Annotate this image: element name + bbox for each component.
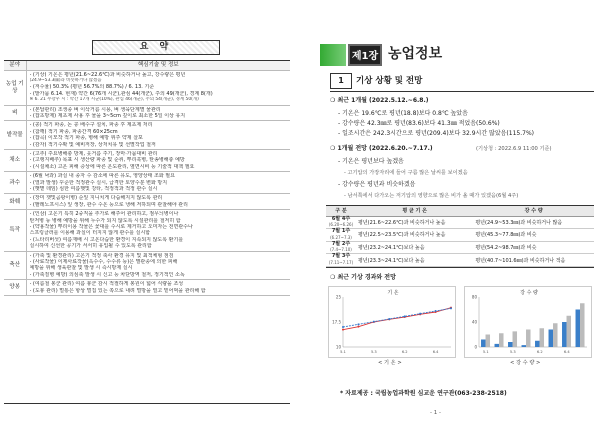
bar [481,340,486,348]
x-tick-label: 5.3 [370,350,377,354]
summary-content [26,105,290,121]
forecast-row [326,254,594,267]
bar [576,310,581,348]
summary-line: - (시설채소) 고온 피해 증상에 따른 온도관리, 옆면시비 등 기술적 대책 필요 [29,163,195,170]
data-point [357,326,359,328]
summary-category: 과수 [4,172,26,194]
summary-category: 채소 [4,149,26,171]
summary-line: - (잡초방제) 제초제 사용 후 물을 3~5cm 깊이로 최소한 5일 이상 유지 [29,112,186,119]
bar [508,342,513,347]
summary-line: ※ 6. 21 무강우 시 : 약간 17개 시군(10%), 관심 46(개군), 주의 54(개군), 경계 50(개) [29,97,199,103]
summary-line: - (참깨) 적기 파종, 파종간격 60×25cm [29,128,118,135]
forecast-period-dates: (6.27~7.3) [330,234,352,240]
outlook-sub2: - 남서쪽에서 다가오는 저기압의 영향으로 많은 비가 올 때가 있겠음(6월 4주) [344,193,519,199]
section-divider [330,91,594,92]
forecast-period-label: 7월 1주 [331,228,351,235]
data-point [450,307,452,309]
bar [495,344,500,347]
rainfall-chart-caption: < 강 수 량 > [510,360,541,366]
bar [540,328,545,347]
temperature-chart-svg [329,287,457,359]
rainfall-chart [464,286,592,358]
summary-content [26,251,290,280]
summary-content [26,194,290,210]
summary-category: 농업 기상 [4,70,26,105]
chapter-title: 농업정보 [388,46,443,62]
forecast-period-label: 7월 2주 [331,240,351,247]
forecast-rain: 평년(24.9~53.3㎜)과 비슷하거나 많음 [473,216,594,229]
summary-category: 화훼 [4,194,26,210]
summary-line: - (6월 낙과) 과실 내 종자 수 감소에 따른 유도, 영양상태 조화 필요 [29,173,175,180]
outlook-temp-line: - 기온은 평년보다 높겠음 [338,158,404,165]
section-number: 1 [330,73,352,89]
summary-line: - (인삼) 고온기 특히 2중직을 추가로 해주어 관리하고, 점무늬병이나 [29,211,179,218]
page-number: - 1 - [430,410,441,416]
summary-line: - (느타리버섯) 여름재배 시 고온다습한 환경이 지속되지 않도록 환기를 [29,236,184,243]
summary-category: 특작 [4,210,26,251]
y-tick-label: 17.5 [332,319,341,325]
summary-row [4,121,290,150]
x-tick-label: 6.2 [536,350,543,354]
y-tick-label: 40 [471,319,477,325]
data-point [373,321,375,323]
summary-content [26,149,290,171]
summary-line: - (콩) 적기 파종, 논 콩 배수구 설치, 파종 후 제초제 처리 [29,122,153,129]
forecast-rain: 평년(40.7~101.6㎜)과 비슷하거나 적음 [473,254,594,267]
data-point [404,315,406,317]
forecast-period [326,241,356,254]
summary-row [4,149,290,171]
data-point [435,310,437,312]
forecast-period-dates: (6.20~6.26) [328,222,354,228]
bar [499,333,504,347]
summary-title: 요 약 [92,40,220,55]
bar [549,330,554,348]
summary-line: - (햇볕 데임) 심한 여름햇빛 강타, 적정적과 적정 관수 실시 [29,186,158,192]
summary-line: 스프링클러를 이용해 과실이 터지지 않게 관수를 실시함 [29,230,151,237]
forecast-table [326,205,594,268]
rainfall-chart-svg [465,287,593,359]
summary-line: - (잡곡) 이모작 적기 파종, 병해 예방 위주 약제 살포 [29,135,143,142]
bar [580,303,585,347]
summary-line: - (팔레노프시스) 잎 생장, 관수 수온 등으로 냉해 저하되며 관찰해야 관리 [29,201,188,208]
summary-line: - (도봉 관리) 벌통은 항상 벌집 있는 쪽으로 내려 벌방을 열고 밑어먹을 관리해 함 [29,287,206,294]
summary-line: - (가축 및 환경관리) 고온기 적정 축사 환경 유지 및 최적체형 점검 [29,252,174,259]
summary-line: - (가축질병 예방) 의심축 발생 시 신고 등 차단방역 철저, 정기적인 소독 [29,271,185,278]
chart-title: 기 온 [387,290,399,296]
summary-category: 벼 [4,105,26,121]
forecast-header-period: 구 분 [326,206,356,216]
data-source: * 자료제공 : 국립농업과학원 심교운 연구관(063-238-2518) [340,390,507,397]
recent-rain-line: - 강수량은 42.3㎜로 평년(83.6)보다 41.3㎜ 적었음(50.6%) [338,120,500,127]
forecast-row [326,241,594,254]
summary-content [26,210,290,251]
summary-line: - (사료작물) 이제사료작물(옥수수, 수수류 등)은 멸관종에 의한 피해 [29,259,178,266]
summary-line: (24.9~53.3㎜)과 비슷하거나 많겠음 [29,77,102,83]
summary-row [4,251,290,280]
summary-row [4,194,290,210]
summary-content [26,280,290,296]
forecast-header-temp: 평 균 기 온 [356,206,473,216]
chart-title: 강 수 량 [520,290,538,296]
forecast-period-dates: (7.11~7.17) [328,260,354,266]
forecast-row [326,216,594,229]
chapter-number: 제1장 [348,44,382,66]
summary-row [4,210,290,251]
forecast-temp: 평년(23.3~24.1℃)보다 높음 [356,254,473,267]
trend-heading: ❍ 최근 기상 경과와 전망 [330,274,396,281]
recent-temp-line: - 기온은 19.6℃로 평년(18.8)보다 0.8℃ 높았음 [338,110,468,117]
recent-month-heading: ❍ 최근 1개월 (2022.5.12.~6.8.) [330,97,429,104]
bar [553,323,558,347]
summary-line: - (본답관리) 조생종 벼 이삭거름 시용, 벼 생육단계별 물관리 [29,106,161,113]
temperature-chart-caption: < 기 온 > [378,360,402,366]
bar [562,322,567,347]
outlook-rain-line: - 강수량은 평년과 비슷하겠음 [338,181,416,188]
recent-sun-line: - 일조시간은 242.3시간으로 평년(209.4)보다 32.9시간 많았음(115.7%) [338,130,534,137]
summary-category: 축산 [4,251,26,280]
x-tick-label: 6.4 [563,350,570,354]
summary-row [4,280,290,296]
summary-category: 밭작물 [4,121,26,150]
x-tick-label: 6.4 [432,350,439,354]
temperature-chart [328,286,456,358]
forecast-period [326,216,356,229]
summary-line: - (장미 잿빛곰팡이병) 순잎 지니치게 다습해지지 않도록 관리 [29,195,163,202]
x-tick-label: 5.3 [509,350,516,354]
forecast-row [326,229,594,242]
bar [522,345,527,347]
summary-category: 양봉 [4,280,26,296]
data-point [357,323,359,325]
summary-line: 예방을 위해 생육관찰 및 발생 시 즉시방제 실시 [29,265,133,272]
header-category: 분야 [4,61,26,70]
summary-line: - (여름철 봉군 관리) 여름 봉군 감시 적절하게 봉원이 넓어 식량을 조성 [29,281,184,288]
forecast-period-dates: (7.4~7.10) [330,247,352,253]
forecast-period-label: 7월 3주 [331,253,351,260]
y-tick-label: 10 [335,344,341,350]
bar [567,316,572,347]
summary-content [26,172,290,194]
bar [535,341,540,347]
trend-charts [326,286,594,370]
forecast-period-label: 6월 4주 [331,215,351,222]
summary-line: 실시하여 신선한 공기가 서서히 유입될 수 있도록 관리함 [29,243,152,250]
summary-content [26,121,290,150]
data-point [342,329,344,331]
data-point [388,318,390,320]
summary-line: - (밭가뭄 6.14. 현재) 약간 6(76개 시군),관심 44(개군), 주의 49(개군), 경계 8(개) [29,90,213,97]
outlook-sub1: - 고기압의 가장자리에 들어 구름 많은 날씨를 보이겠음 [344,170,468,176]
bar [526,330,531,348]
summary-content [26,70,290,105]
summary-line: - (고랭지배추) 목표 시 생산량 파종 및 순취, 뿌리혹병, 탄송병해충 예방 [29,157,185,164]
header-content: 핵심기술 및 정보 [26,61,290,70]
bar [513,331,518,347]
forecast-temp: 평년(22.5~23.5℃)과 비슷하거나 높음 [356,229,473,242]
summary-table [4,60,290,404]
summary-line: - (저수율) 50.3% (평년 56.7%의 88.7%) / 6. 13. 기준 [29,84,155,91]
y-tick-label: 0 [474,344,477,350]
bar [486,335,491,348]
summary-line: - (열과 발생) 꾸준한 적정관수 실시, 급격한 토양수분 변화 방지 [29,179,168,186]
x-tick-label: 5.1 [482,350,489,354]
forecast-period [326,229,356,242]
outlook-heading: ❍ 1개월 전망 (2022.6.20.~7.17.) [330,145,433,152]
forecast-rain: 평년(54.2~98.7㎜)과 비슷 [473,241,594,254]
outlook-note-date: (기상청 : 2022.6.9 11:00 기준) [476,146,552,152]
summary-row [4,172,290,194]
forecast-period [326,254,356,267]
summary-row [4,70,290,105]
y-tick-label: 80 [471,294,477,300]
data-point [419,313,421,315]
forecast-temp: 평년(23.2~24.1℃)보다 높음 [356,241,473,254]
chapter-decoration [320,44,346,66]
x-tick-label: 5.1 [340,350,346,354]
forecast-header-rain: 강 수 량 [473,206,594,216]
summary-line: 탄저병 등 병해 예방을 위해 누수가 되지 않도록 시설관리를 철저히 함 [29,217,181,224]
forecast-rain: 평년(45.3~77.8㎜)과 비슷 [473,229,594,242]
x-tick-label: 6.2 [401,350,408,354]
summary-line: - (약용작물) 뿌리이용 작물은 꽃대를 수시로 제거하고 오미자는 전면관수나 [29,224,193,231]
y-tick-label: 25 [335,294,341,300]
data-point [342,326,344,328]
forecast-temp: 평년(21.6~22.6℃)과 비슷하거나 높음 [356,216,473,229]
section-title: 기상 상황 및 전망 [356,76,423,86]
summary-line: - (고추) 주요병해충 방제, 웃거름 주기, 장마·가뭄대비 관리 [29,150,158,157]
summary-line: - (기상) 기온은 평년(21.6~22.6℃)과 비슷하거나 높고, 강수량은 평년 [29,71,186,78]
summary-line: - (감자) 적기수확 및 예비저장, 상처치유 및 선별작업 철저 [29,141,156,148]
summary-row [4,105,290,121]
